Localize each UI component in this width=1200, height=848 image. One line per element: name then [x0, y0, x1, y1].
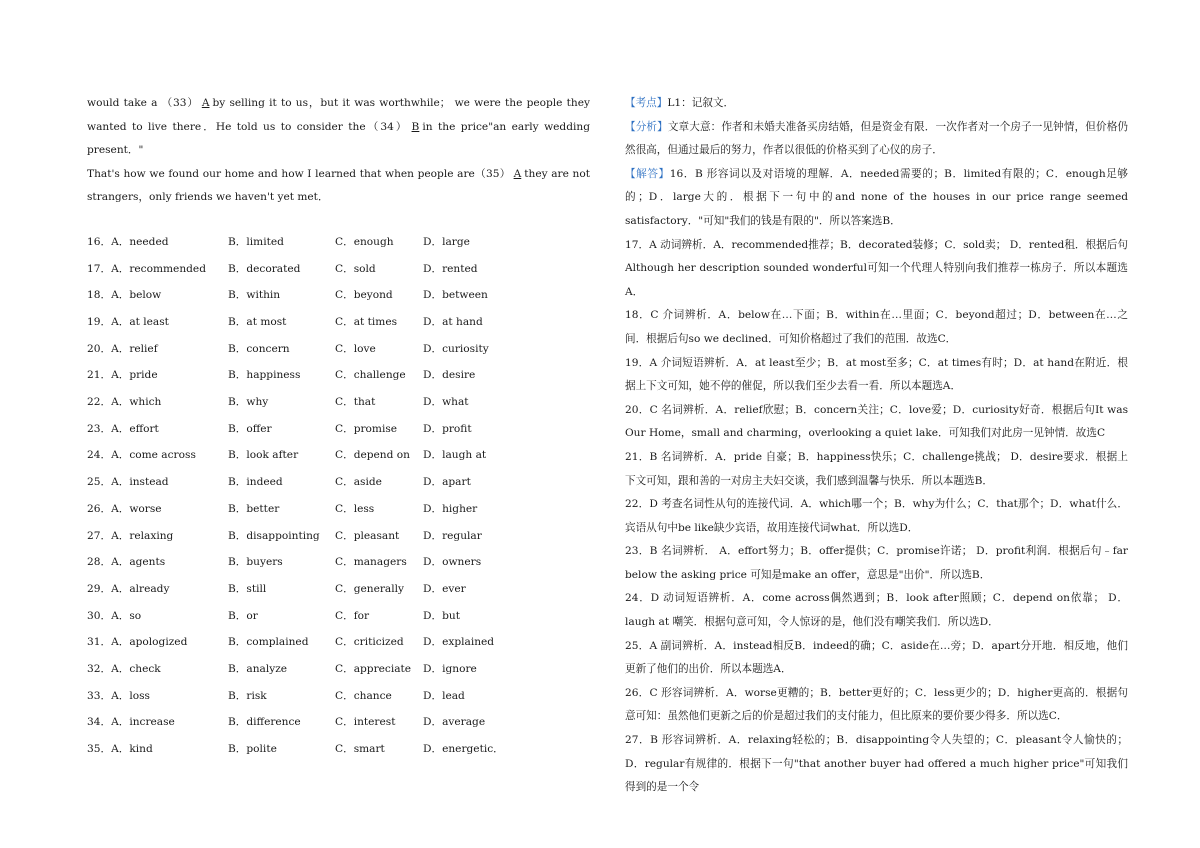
answer-33: A — [201, 97, 210, 109]
option-row — [87, 629, 590, 656]
option-c: C．chance — [335, 689, 392, 702]
option-b: B．concern — [228, 342, 290, 355]
option-b: B．look after — [228, 449, 299, 462]
option-c: C．aside — [335, 476, 382, 489]
option-a: 24．A．come across — [87, 449, 196, 462]
explanation-item — [625, 163, 1128, 234]
fenxi-tag: 【分析】 — [625, 120, 668, 133]
option-row — [87, 656, 590, 683]
option-d: D．ignore — [423, 662, 477, 675]
option-d: D．ever — [423, 582, 466, 595]
option-b: B．decorated — [228, 262, 301, 275]
option-d: D．what — [423, 396, 469, 409]
option-row — [87, 362, 590, 389]
option-c: C．challenge — [335, 369, 406, 382]
passage-text-segment: That's how we found our home and how I learned that when people are（35） — [87, 167, 511, 180]
option-a: 34．A．increase — [87, 716, 175, 729]
option-a: 25．A．instead — [87, 476, 169, 489]
option-d: D．large — [423, 235, 470, 248]
option-a: 32．A．check — [87, 662, 161, 675]
option-d: D．between — [423, 289, 488, 302]
option-c: C．beyond — [335, 289, 393, 302]
option-row — [87, 576, 590, 603]
option-a: 19．A．at least — [87, 316, 169, 329]
passage-text — [87, 92, 590, 210]
right-column — [625, 92, 1128, 800]
option-c: C．pleasant — [335, 529, 400, 542]
explanation-item — [625, 635, 1128, 682]
option-d: D．higher — [423, 502, 478, 515]
kaodian-tag: 【考点】 — [625, 97, 668, 109]
option-d: D．regular — [423, 529, 482, 542]
option-b: B．disappointing — [228, 529, 320, 542]
explanation-item — [625, 234, 1128, 305]
passage-text-segment: by selling it to us，but it was worthwhile； we were the people they wanted to live there．He told us to consider the（34） — [87, 97, 590, 133]
option-row — [87, 389, 590, 416]
option-row — [87, 496, 590, 523]
option-d: D．profit — [423, 422, 472, 435]
passage-paragraph — [87, 163, 590, 210]
explanation-text: 22．D 考查名词性从句的连接代词．A．which哪一个；B．why为什么；C．that那个；D．what什么．宾语从句中be like缺少宾语，故用连接代词what．所以选D． — [625, 498, 1128, 534]
explanation-text: 25．A 副词辨析．A．instead相反B．indeed的确；C．aside在…旁；D．apart分开地．相反地，他们更新了他们的出价．所以本题选A． — [625, 639, 1128, 676]
left-column — [87, 92, 590, 763]
explanation-text: 16．B 形容词以及对语境的理解．A．needed需要的；B．limited有限的；C．enough足够的；D．large大的．根据下一句中的and none of the houses in our price range seemed satisfactory．"可知"我们的钱是有限的"．所以答案选B． — [625, 167, 1129, 227]
option-c: C．interest — [335, 716, 396, 729]
passage-paragraph — [87, 92, 590, 163]
option-row — [87, 709, 590, 736]
option-row — [87, 282, 590, 309]
option-d: D．apart — [423, 476, 471, 489]
option-a: 31．A．apologized — [87, 636, 188, 649]
passage-text-segment: would take a （33） — [87, 97, 199, 109]
option-d: D．energetic． — [423, 743, 504, 756]
option-row — [87, 523, 590, 550]
option-a: 20．A．relief — [87, 342, 158, 355]
answer-explanations — [625, 163, 1128, 800]
option-b: B．risk — [228, 689, 267, 702]
option-d: D．curiosity — [423, 342, 489, 355]
option-row — [87, 416, 590, 443]
explanation-text: 21．B 名词辨析．A．pride 自豪；B．happiness快乐；C．challenge挑战； D．desire要求．根据上下文可知，跟和善的一对房主夫妇交谈，我们感到温馨与快乐．所以本题选B． — [625, 450, 1128, 487]
option-d: D．explained — [423, 636, 495, 649]
option-c: C．generally — [335, 582, 404, 595]
option-b: B．or — [228, 609, 258, 622]
explanation-item — [625, 682, 1128, 729]
option-b: B．indeed — [228, 476, 283, 489]
option-c: C．that — [335, 396, 376, 409]
option-a: 18．A．below — [87, 289, 162, 302]
option-b: B．within — [228, 289, 281, 302]
option-d: D．desire — [423, 369, 476, 382]
option-row — [87, 683, 590, 710]
option-c: C．at times — [335, 316, 398, 329]
option-c: C．managers — [335, 556, 407, 569]
option-a: 35．A．kind — [87, 743, 153, 756]
explanation-text: 17．A 动词辨析．A．recommended推荐；B．decorated装修；C．sold卖； D．rented租．根据后句Although her description sounded wonderful可知一个代理人特别向我们推荐一栋房子．所以本题选A． — [625, 238, 1128, 298]
option-d: D．but — [423, 609, 460, 622]
option-d: D．at hand — [423, 316, 483, 329]
option-a: 26．A．worse — [87, 502, 162, 515]
option-b: B．buyers — [228, 556, 283, 569]
option-c: C．appreciate — [335, 662, 412, 675]
option-row — [87, 442, 590, 469]
passage-text-segment: they are not strangers，only friends we haven't yet met． — [87, 167, 590, 204]
answer-34: B — [411, 120, 420, 133]
explanation-text: 18．C 介词辨析．A．below在…下面；B．within在…里面；C．beyond超过；D．between在…之间．根据后句so we declined．可知价格超过了我们的范围．故选C． — [625, 309, 1128, 345]
passage-text-segment: in the price"an early wedding present．" — [87, 120, 590, 157]
option-b: B．why — [228, 396, 269, 409]
explanation-text: 19．A 介词短语辨析．A．at least至少；B．at most至多；C．at times有时；D．at hand在附近．根据上下文可知，她不停的催促，所以我们至少去看一看．所以本题选A． — [625, 356, 1128, 393]
option-b: B．better — [228, 502, 280, 515]
option-c: C．sold — [335, 262, 376, 275]
option-a: 33．A．loss — [87, 689, 150, 702]
option-a: 23．A．effort — [87, 422, 159, 435]
option-a: 21．A．pride — [87, 369, 158, 382]
option-b: B．still — [228, 582, 267, 595]
option-c: C．love — [335, 342, 376, 355]
option-b: B．at most — [228, 316, 287, 329]
explanation-item — [625, 493, 1128, 540]
explanation-item — [625, 587, 1128, 634]
explanation-item — [625, 446, 1128, 493]
explanation-text: 24．D 动词短语辨析．A．come across偶然遇到；B．look after照顾；C．depend on依靠； D．laugh at 嘲笑．根据句意可知，令人惊讶的是，他们没有嘲笑我们．所以选D． — [625, 592, 1128, 629]
explanation-text: 27．B 形容词辨析．A．relaxing轻松的；B．disappointing令人失望的；C．pleasant令人愉快的；D．regular有规律的．根据下一句"that another buyer had offered a much higher price"可知我们得到的是一个令 — [625, 734, 1128, 794]
option-row — [87, 549, 590, 576]
explanation-text: 26．C 形容词辨析．A．worse更糟的；B．better更好的；C．less更少的；D．higher更高的．根据句意可知：虽然他们更新之后的价是超过我们的支付能力，但比原来的要价要少得多．所以选C． — [625, 686, 1128, 723]
explanation-item — [625, 352, 1128, 399]
jieda-tag: 【解答】 — [625, 167, 670, 180]
explanation-item — [625, 399, 1128, 446]
explanation-text: 23．B 名词辨析． A．effort努力；B．offer提供；C．promise许诺； D．profit利润．根据后句﹣far below the asking price 可知是make an offer，意思是"出价"．所以选B． — [625, 545, 1128, 581]
option-a: 30．A．so — [87, 609, 142, 622]
option-a: 17．A．recommended — [87, 262, 206, 275]
option-b: B．limited — [228, 235, 284, 248]
fenxi-line — [625, 116, 1128, 163]
options-list — [87, 229, 590, 763]
option-c: C．enough — [335, 235, 394, 248]
fenxi-text: 文章大意：作者和未婚夫准备买房结婚，但是资金有限．一次作者对一个房子一见钟情，但价格仍然很高，但通过最后的努力，作者以很低的价格买到了心仪的房子． — [625, 120, 1129, 157]
option-row — [87, 469, 590, 496]
option-row — [87, 229, 590, 256]
option-d: D．laugh at — [423, 449, 487, 462]
option-d: D．average — [423, 716, 486, 729]
option-b: B．difference — [228, 716, 301, 729]
option-d: D．rented — [423, 262, 478, 275]
option-b: B．happiness — [228, 369, 301, 382]
option-a: 16．A．needed — [87, 235, 169, 248]
option-row — [87, 603, 590, 630]
option-d: D．lead — [423, 689, 465, 702]
option-row — [87, 336, 590, 363]
option-row — [87, 256, 590, 283]
explanation-item — [625, 540, 1128, 587]
option-a: 22．A．which — [87, 396, 162, 409]
option-b: B．polite — [228, 743, 277, 756]
kaodian-text: L1：记叙文． — [667, 97, 735, 109]
option-d: D．owners — [423, 556, 482, 569]
option-row — [87, 309, 590, 336]
option-b: B．complained — [228, 636, 309, 649]
option-c: C．less — [335, 502, 375, 515]
option-b: B．analyze — [228, 662, 288, 675]
option-b: B．offer — [228, 422, 272, 435]
option-c: C．depend on — [335, 449, 410, 462]
explanation-item — [625, 729, 1128, 800]
answer-35: A — [513, 167, 522, 180]
explanation-item — [625, 304, 1128, 351]
option-a: 29．A．already — [87, 582, 170, 595]
explanation-text: 20．C 名词辨析．A．relief欣慰；B．concern关注；C．love爱；D．curiosity好奇．根据后句It was Our Home，small and charming，overlooking a quiet lake．可知我们对此房一见钟情．故选C — [625, 403, 1128, 440]
kaodian-line — [625, 92, 1128, 116]
option-row — [87, 736, 590, 763]
option-a: 27．A．relaxing — [87, 529, 174, 542]
option-c: C．for — [335, 609, 370, 622]
option-a: 28．A．agents — [87, 556, 166, 569]
option-c: C．smart — [335, 743, 385, 756]
option-c: C．criticized — [335, 636, 404, 649]
option-c: C．promise — [335, 422, 398, 435]
